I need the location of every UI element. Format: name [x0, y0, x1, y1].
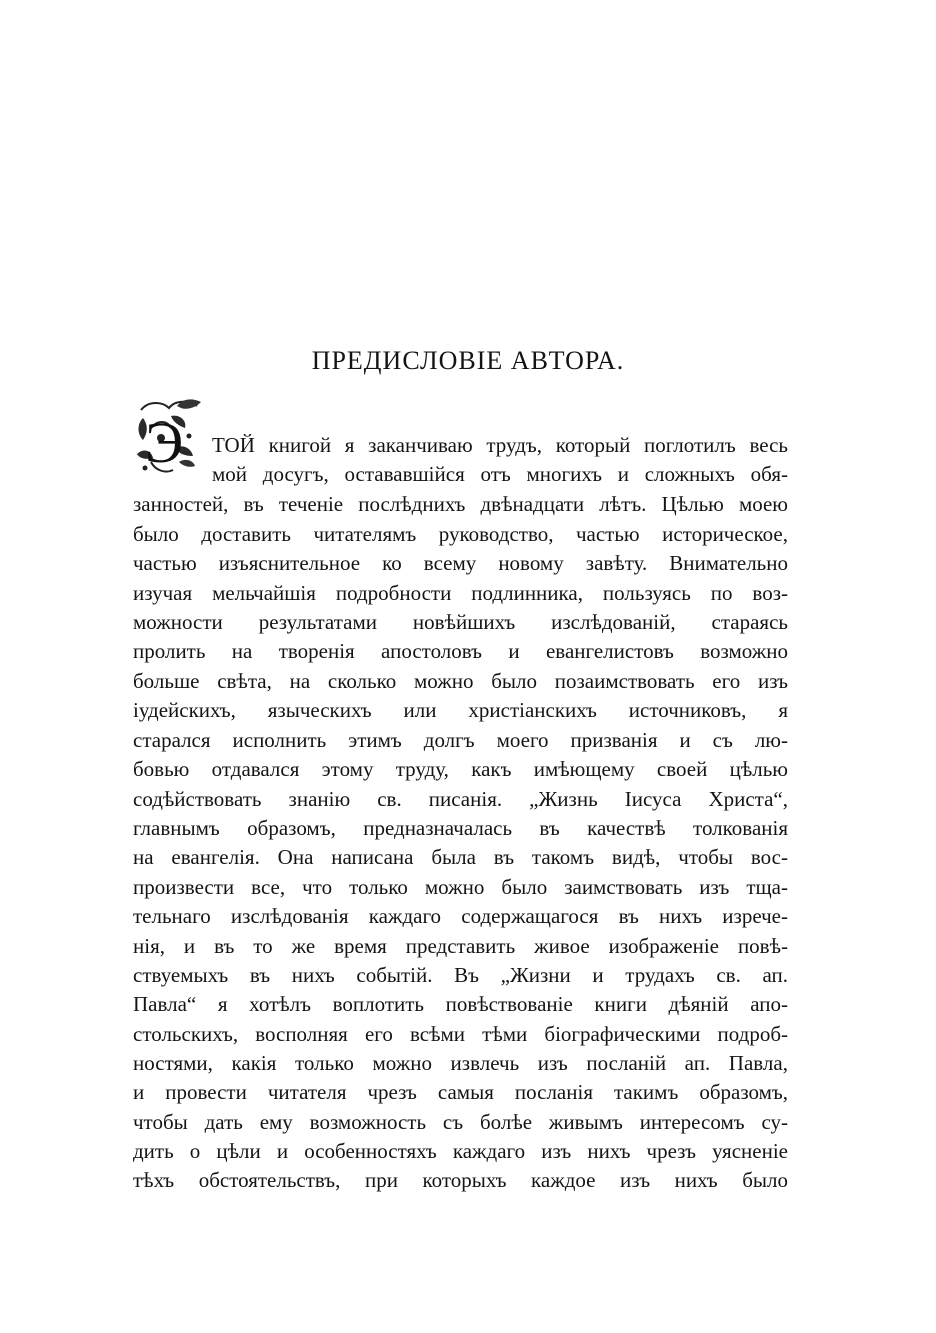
text-line: произвести все, что только можно было заимствовать изъ тща- [133, 875, 788, 899]
text-line: ТОЙ книгой я заканчиваю трудъ, который поглотилъ весь [212, 433, 788, 457]
drop-cap-letter: Э [145, 410, 184, 475]
text-line: Павла“ я хотѣлъ воплотить повѣствованіе книги дѣяній апо- [133, 992, 788, 1016]
text-line: дить о цѣли и особенностяхъ каждаго изъ нихъ чрезъ уясненіе [133, 1139, 788, 1163]
text-line: чтобы дать ему возможность съ болѣе живымъ интересомъ су- [133, 1110, 788, 1134]
text-line: занностей, въ теченіе послѣднихъ двѣнадцати лѣтъ. Цѣлью моею [133, 492, 788, 516]
text-line: больше свѣта, на сколько можно было позаимствовать его изъ [133, 669, 788, 693]
text-line: частью изъяснительное ко всему новому завѣту. Внимательно [133, 551, 788, 575]
text-line: и провести читателя чрезъ самыя посланія такимъ образомъ, [133, 1080, 788, 1104]
text-line: на евангелія. Она написана была въ такомъ видѣ, чтобы вос- [133, 845, 788, 869]
text-line: іудейскихъ, языческихъ или христіанскихъ источниковъ, я [133, 698, 788, 722]
text-line: нія, и въ то же время представить живое изображеніе повѣ- [133, 934, 788, 958]
text-line: мой досугъ, остававшійся отъ многихъ и сложныхъ обя- [212, 462, 788, 486]
text-line: содѣйствовать знанію св. писанія. „Жизнь Іисуса Христа“, [133, 787, 788, 811]
text-line: изучая мельчайшія подробности подлинника, пользуясь по воз- [133, 581, 788, 605]
text-line: главнымъ образомъ, предназначалась въ качествѣ толкованія [133, 816, 788, 840]
text-line: ностями, какія только можно извлечь изъ посланій ап. Павла, [133, 1051, 788, 1075]
text-line: было доставить читателямъ руководство, частью историческое, [133, 522, 788, 546]
text-line: можности результатами новѣйшихъ изслѣдованій, стараясь [133, 610, 788, 634]
text-line: тельнаго изслѣдованія каждаго содержащагося въ нихъ изрече- [133, 904, 788, 928]
text-line: бовью отдавался этому труду, какъ имѣющему своей цѣлью [133, 757, 788, 781]
text-line: пролить на творенія апостоловъ и евангелистовъ возможно [133, 639, 788, 663]
text-line: стольскихъ, восполняя его всѣми тѣми біографическими подроб- [133, 1022, 788, 1046]
page-title: ПРЕДИСЛОВІЕ АВТОРА. [311, 346, 625, 375]
text-line: старался исполнить этимъ долгъ моего призванія и съ лю- [133, 728, 788, 752]
text-line: ствуемыхъ въ нихъ событій. Въ „Жизни и трудахъ св. ап. [133, 963, 788, 987]
text-line: тѣхъ обстоятельствъ, при которыхъ каждое изъ нихъ было [133, 1168, 788, 1192]
